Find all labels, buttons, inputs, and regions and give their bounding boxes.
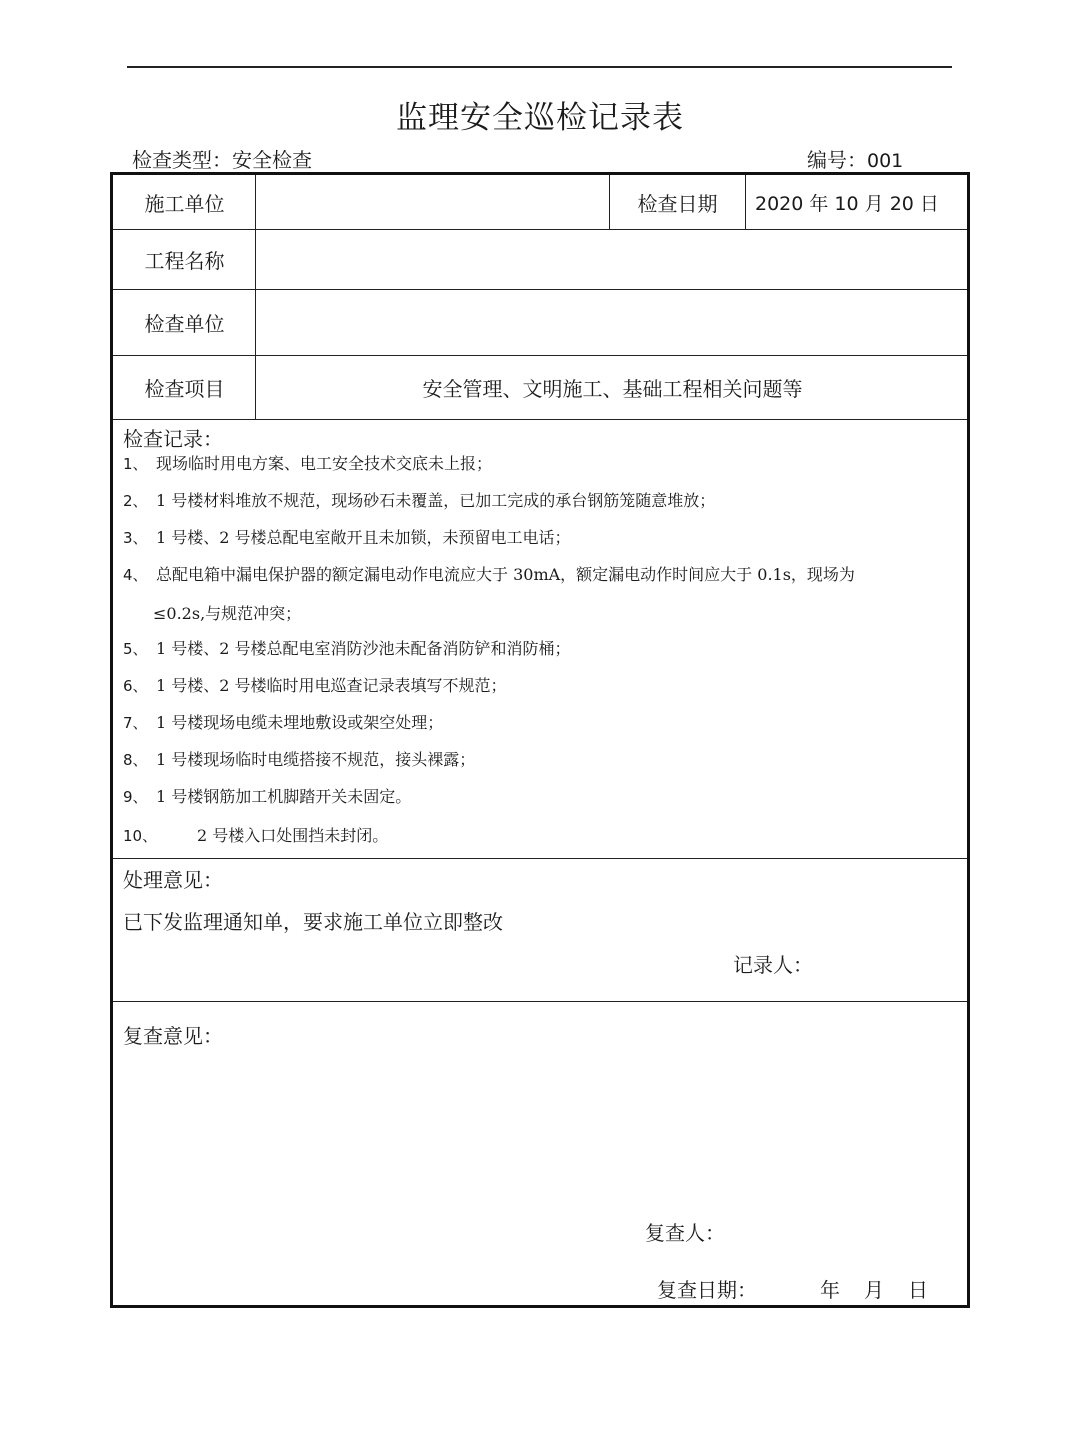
inspection-type: 检查类型：安全检查 xyxy=(132,148,312,172)
review-heading: 复查意见： xyxy=(123,1024,223,1048)
inspection-items-value[interactable]: 安全管理、文明施工、基础工程相关问题等 xyxy=(422,377,803,401)
page-title: 监理安全巡检记录表 xyxy=(396,100,684,136)
col-divider xyxy=(745,175,746,230)
review-year: 年 xyxy=(820,1278,840,1302)
review-day: 日 xyxy=(908,1278,928,1302)
inspection-unit-label: 检查单位 xyxy=(144,312,225,336)
inspection-unit-value[interactable] xyxy=(263,290,963,355)
record-item: 6、 1 号楼、2 号楼临时用电巡查记录表填写不规范； xyxy=(123,676,507,695)
record-item: 10、 2 号楼入口处围挡未封闭。 xyxy=(123,826,389,845)
row-divider xyxy=(113,858,967,859)
inspection-date-label: 检查日期 xyxy=(637,191,718,216)
record-table xyxy=(110,172,970,1308)
project-name-value[interactable] xyxy=(263,230,963,289)
record-item: 8、 1 号楼现场临时电缆搭接不规范，接头裸露； xyxy=(123,750,476,769)
serial-label: 编号： xyxy=(807,148,867,172)
review-date-label: 复查日期： xyxy=(657,1278,757,1302)
header-rule xyxy=(127,66,952,68)
handling-text: 已下发监理通知单，要求施工单位立即整改 xyxy=(123,910,503,934)
inspection-items-label: 检查项目 xyxy=(144,377,225,401)
serial-number xyxy=(807,144,903,173)
row-divider xyxy=(113,1001,967,1002)
reviewer-label: 复查人： xyxy=(645,1221,725,1245)
record-item: 4、 总配电箱中漏电保护器的额定漏电动作电流应大于 30mA，额定漏电动作时间应大于 0.1s，现场为 xyxy=(123,565,855,584)
record-item-continuation: ≤0.2s,与规范冲突； xyxy=(153,604,302,623)
review-month: 月 xyxy=(864,1278,884,1302)
record-item: 2、 1 号楼材料堆放不规范，现场砂石未覆盖，已加工完成的承台钢筋笼随意堆放； xyxy=(123,491,716,510)
row-divider xyxy=(113,419,967,420)
record-item: 3、 1 号楼、2 号楼总配电室敞开且未加锁，未预留电工电话； xyxy=(123,528,571,547)
record-item: 7、 1 号楼现场电缆未埋地敷设或架空处理； xyxy=(123,713,444,732)
record-item: 5、 1 号楼、2 号楼总配电室消防沙池未配备消防铲和消防桶； xyxy=(123,639,571,658)
serial-value: 001 xyxy=(867,150,904,172)
records-heading: 检查记录： xyxy=(123,427,223,451)
record-item: 9、 1 号楼钢筋加工机脚踏开关未固定。 xyxy=(123,787,412,806)
recorder-label: 记录人： xyxy=(733,953,813,977)
construction-unit-label: 施工单位 xyxy=(144,191,225,216)
handling-heading: 处理意见： xyxy=(123,868,223,892)
inspection-date-value[interactable]: 2020 年 10 月 20 日 xyxy=(755,192,939,215)
project-name-label: 工程名称 xyxy=(144,249,225,273)
record-item: 1、 现场临时用电方案、电工安全技术交底未上报； xyxy=(123,454,493,473)
construction-unit-value[interactable] xyxy=(263,175,603,229)
